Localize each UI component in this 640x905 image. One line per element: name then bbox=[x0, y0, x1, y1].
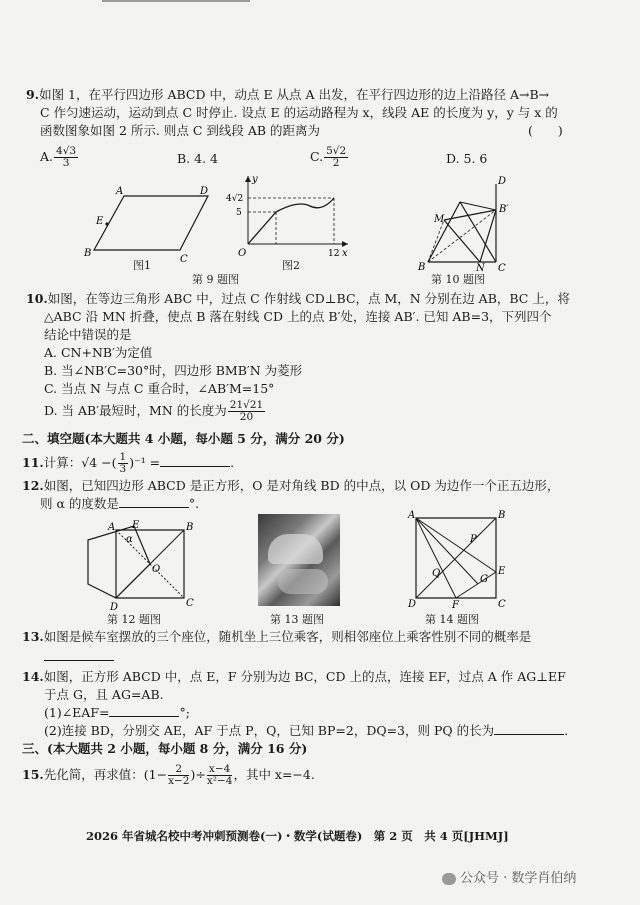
fig9-graph-x-label: x bbox=[342, 248, 348, 259]
q14-figure bbox=[404, 510, 506, 610]
fig9-label-c: C bbox=[180, 254, 188, 265]
section-2-heading: 二、填空题(本大题共 4 小题，每小题 5 分，满分 20 分) bbox=[22, 431, 345, 446]
fig12-label-o: O bbox=[152, 564, 161, 575]
fig14-label-g: G bbox=[480, 574, 488, 585]
q13-seats-photo bbox=[258, 514, 340, 606]
q10-line3: 结论中错误的是 bbox=[44, 327, 132, 342]
fig10-label-m: M bbox=[434, 214, 445, 225]
fig12-label-a: A bbox=[108, 522, 116, 533]
fig10-label-n: N bbox=[476, 263, 485, 272]
wechat-watermark: 公众号 · 数学肖伯纳 bbox=[442, 867, 576, 886]
fig9-label-d: D bbox=[200, 186, 209, 197]
q9-answer-paren: ( ) bbox=[528, 123, 563, 138]
q14-sub1-blank[interactable] bbox=[109, 704, 179, 717]
fig14-label-d: D bbox=[408, 599, 417, 610]
fig12-label-d: D bbox=[110, 602, 119, 612]
q12-caption: 第 12 题图 bbox=[107, 613, 161, 626]
q9-option-c: C. $\frac{5√2}{2}$ bbox=[310, 145, 347, 169]
fig10-label-bprime: B′ bbox=[499, 204, 509, 215]
q10-option-d: D. 当 AB′最短时，MN 的长度为 $\frac{21√21}{20}$ bbox=[44, 399, 264, 423]
fig9-label-e: E bbox=[96, 216, 104, 227]
q9-figure2-graph bbox=[222, 172, 352, 262]
fig9-label-b: B bbox=[84, 248, 92, 259]
fig9-label-a: A bbox=[116, 186, 124, 197]
q10-option-c: C. 当点 N 与点 C 重合时，∠AB′M=15° bbox=[44, 381, 275, 396]
fig10-label-d: D bbox=[498, 176, 507, 187]
fig14-label-b: B bbox=[498, 510, 506, 521]
q14-caption: 第 14 题图 bbox=[425, 613, 479, 626]
q12-line2: 则 α 的度数是 °. bbox=[40, 496, 200, 511]
q9-line3: 函数图象如图 2 所示. 则点 C 到线段 AB 的距离为 bbox=[40, 123, 321, 138]
fig9-graph-tick-5: 5 bbox=[236, 208, 242, 218]
section-3-heading: 三、(本大题共 2 小题，每小题 8 分，满分 16 分) bbox=[22, 741, 308, 756]
q9-option-d: D. 5. 6 bbox=[446, 151, 488, 166]
fig14-label-p: P bbox=[470, 534, 477, 545]
q10-option-a: A. CN+NB′为定值 bbox=[44, 345, 153, 360]
q14-line1: 14.如图，正方形 ABCD 中，点 E，F 分别为边 BC，CD 上的点，连接 EF，过点 A 作 AG⊥EF bbox=[22, 669, 566, 684]
page-footer: 2026 年省城名校中考冲刺预测卷(一)・数学(试题卷) 第 2 页 共 4 页[JHMJ] bbox=[86, 829, 509, 843]
fig14-label-e: E bbox=[498, 566, 506, 577]
top-rule bbox=[102, 0, 250, 2]
q13-text: 13.如图是候车室摆放的三个座位，随机坐上三位乘客，则相邻座位上乘客性别不同的概率是 bbox=[22, 629, 532, 644]
fig12-label-alpha: α bbox=[126, 534, 133, 545]
q12-answer-blank[interactable] bbox=[119, 495, 189, 508]
fig14-label-f: F bbox=[452, 600, 459, 610]
fig9-graph-y-label: y bbox=[252, 174, 258, 185]
q12-line1: 12.如图，已知四边形 ABCD 是正方形，O 是对角线 BD 的中点，以 OD 为边作一个正五边形， bbox=[22, 478, 560, 493]
fig10-label-c: C bbox=[498, 263, 506, 272]
fig10-label-b: B bbox=[418, 262, 426, 272]
wechat-icon bbox=[442, 873, 456, 885]
q13-answer-blank[interactable] bbox=[44, 646, 114, 665]
q13-caption: 第 13 题图 bbox=[270, 613, 324, 626]
q11-answer-blank[interactable] bbox=[160, 454, 230, 467]
fig9-graph-tick-4sqrt2: 4√2 bbox=[226, 194, 244, 204]
q15: 15.先化简，再求值：(1− $\frac{2}{x-2}$ )÷ $\frac{x-4}{\text{x²−4}}$ ，其中 x=−4. bbox=[22, 763, 315, 787]
fig14-label-a: A bbox=[408, 510, 416, 521]
q9-option-b: B. 4. 4 bbox=[177, 151, 218, 166]
q9-fig1-caption: 图1 bbox=[133, 259, 151, 272]
q10-line2: △ABC 沿 MN 折叠，使点 B 落在射线 CD 上的点 B′处，连接 AB′. 已知 AB=3，下列四个 bbox=[44, 309, 552, 324]
q14-sub2: (2)连接 BD，分别交 AE，AF 于点 P，Q，已知 BP=2，DQ=3，则 PQ 的长为 . bbox=[44, 723, 569, 738]
fig12-label-e: E bbox=[132, 520, 140, 531]
q9-caption: 第 9 题图 bbox=[192, 273, 239, 286]
q9-fig2-caption: 图2 bbox=[282, 259, 300, 272]
q10-caption: 第 10 题图 bbox=[431, 273, 485, 286]
q12-figure bbox=[80, 520, 195, 612]
q10-option-b: B. 当∠NB′C=30°时，四边形 BMB′N 为菱形 bbox=[44, 363, 303, 378]
q14-line2: 于点 G，且 AG=AB. bbox=[44, 687, 164, 702]
fig12-label-c: C bbox=[186, 598, 194, 609]
fig9-graph-origin: O bbox=[238, 248, 247, 259]
q14-sub2-blank[interactable] bbox=[494, 722, 564, 735]
q14-sub1: (1)∠EAF= °; bbox=[44, 705, 190, 720]
fig9-graph-tick-12: 12 bbox=[328, 249, 340, 259]
fig12-label-b: B bbox=[186, 522, 194, 533]
fig14-label-q: Q bbox=[432, 568, 441, 579]
q9-option-a: A. $\frac{4√3}{3}$ bbox=[40, 145, 77, 169]
q9-line1: 9.如图 1，在平行四边形 ABCD 中，动点 E 从点 A 出发，在平行四边形的边上沿路径 A→B→ bbox=[26, 87, 550, 102]
q9-line2: C 作匀速运动，运动到点 C 时停止. 设点 E 的运动路程为 x，线段 AE 的长度为 y，y 与 x 的 bbox=[40, 105, 558, 120]
q10-figure bbox=[416, 172, 516, 272]
fig14-label-c: C bbox=[498, 599, 506, 610]
q10-line1: 10.如图，在等边三角形 ABC 中，过点 C 作射线 CD⊥BC，点 M，N 分别在边 AB，BC 上，将 bbox=[26, 291, 570, 306]
q9-figure1-parallelogram bbox=[80, 184, 210, 266]
q11: 11.计算：√4 −( $\frac{1}{3}$ )⁻¹ = . bbox=[22, 451, 235, 475]
